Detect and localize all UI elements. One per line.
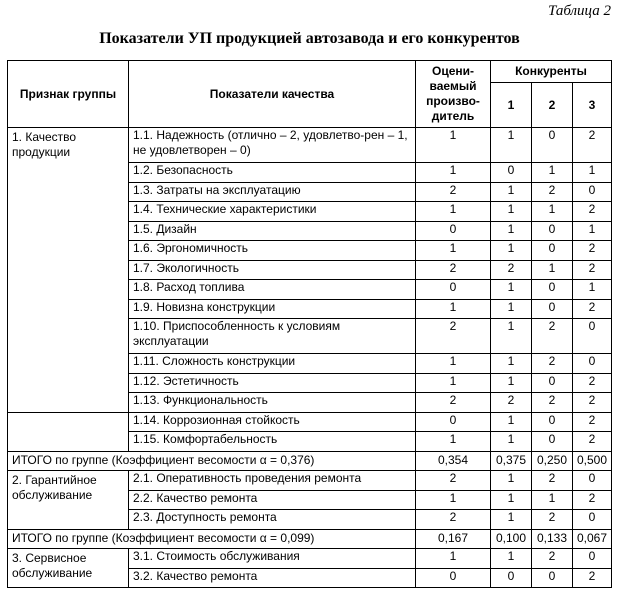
manufacturer-score: 0: [416, 280, 491, 300]
competitor-3-score: 0: [573, 510, 612, 530]
group-name: 3. Сервисное обслуживание: [8, 549, 129, 588]
competitor-1-total: 0,100: [491, 529, 532, 549]
indicator-label: 1.9. Новизна конструкции: [129, 299, 416, 319]
table-caption: Таблица 2: [548, 3, 611, 19]
indicator-label: 1.12. Эстетичность: [129, 373, 416, 393]
header-competitor-3: 3: [573, 83, 612, 128]
competitor-1-score: 1: [491, 412, 532, 432]
competitor-2-score: 1: [532, 490, 573, 510]
indicator-label: 1.4. Технические характеристики: [129, 202, 416, 222]
manufacturer-score: 1: [416, 299, 491, 319]
header-competitor-1: 1: [491, 83, 532, 128]
indicator-label: 3.2. Качество ремонта: [129, 568, 416, 588]
manufacturer-score: 1: [416, 549, 491, 569]
competitor-1-score: 1: [491, 354, 532, 374]
group-total-label: ИТОГО по группе (Коэффициент весомости α = 0,099): [8, 529, 416, 549]
competitor-2-score: 1: [532, 202, 573, 222]
competitor-1-score: 1: [491, 432, 532, 452]
competitor-2-total: 0,250: [532, 451, 573, 471]
manufacturer-score: 1: [416, 163, 491, 183]
table-row: [8, 412, 612, 432]
indicator-label: 1.14. Коррозионная стойкость: [129, 412, 416, 432]
competitor-3-score: 1: [573, 163, 612, 183]
quality-indicators-table: [7, 60, 612, 588]
competitor-1-score: 1: [491, 221, 532, 241]
indicator-label: 2.3. Доступность ремонта: [129, 510, 416, 530]
group-name: 2. Гарантийное обслуживание: [8, 471, 129, 530]
competitor-2-score: 2: [532, 354, 573, 374]
manufacturer-total: 0,354: [416, 451, 491, 471]
group-total-row: [8, 529, 612, 549]
competitor-3-score: 2: [573, 432, 612, 452]
competitor-2-score: 2: [532, 393, 573, 413]
competitor-3-score: 0: [573, 471, 612, 491]
indicator-label: 1.11. Сложность конструкции: [129, 354, 416, 374]
competitor-3-score: 2: [573, 128, 612, 163]
manufacturer-total: 0,167: [416, 529, 491, 549]
indicator-label: 1.2. Безопасность: [129, 163, 416, 183]
indicator-label: 2.2. Качество ремонта: [129, 490, 416, 510]
competitor-2-score: 0: [532, 568, 573, 588]
competitor-2-score: 0: [532, 373, 573, 393]
competitor-2-score: 0: [532, 432, 573, 452]
manufacturer-score: 2: [416, 510, 491, 530]
manufacturer-score: 0: [416, 412, 491, 432]
competitor-2-score: 0: [532, 299, 573, 319]
competitor-1-score: 1: [491, 319, 532, 354]
competitor-3-score: 2: [573, 568, 612, 588]
competitor-3-score: 0: [573, 549, 612, 569]
indicator-label: 1.8. Расход топлива: [129, 280, 416, 300]
competitor-2-score: 1: [532, 260, 573, 280]
competitor-2-score: 2: [532, 182, 573, 202]
competitor-3-score: 2: [573, 393, 612, 413]
competitor-1-score: 1: [491, 202, 532, 222]
header-manufacturer: Оцени-ваемый произво-дитель: [416, 61, 491, 128]
manufacturer-score: 0: [416, 568, 491, 588]
indicator-label: 1.6. Эргономичность: [129, 241, 416, 261]
indicator-label: 1.10. Приспособленность к условиям эксплуатации: [129, 319, 416, 354]
competitor-2-score: 0: [532, 241, 573, 261]
manufacturer-score: 2: [416, 393, 491, 413]
manufacturer-score: 2: [416, 471, 491, 491]
competitor-3-score: 2: [573, 299, 612, 319]
competitor-1-score: 1: [491, 280, 532, 300]
competitor-2-score: 0: [532, 221, 573, 241]
table-row: [8, 471, 612, 491]
indicator-label: 3.1. Стоимость обслуживания: [129, 549, 416, 569]
competitor-1-score: 1: [491, 373, 532, 393]
table-title: Показатели УП продукцией автозавода и его конкурентов: [99, 30, 520, 47]
indicator-label: 1.7. Экологичность: [129, 260, 416, 280]
competitor-2-score: 2: [532, 549, 573, 569]
indicator-label: 1.1. Надежность (отлично – 2, удовлетво-рен – 1, не удовлетворен – 0): [129, 128, 416, 163]
group-total-label: ИТОГО по группе (Коэффициент весомости α = 0,376): [8, 451, 416, 471]
group-name-continued: [8, 412, 129, 451]
manufacturer-score: 1: [416, 432, 491, 452]
table-row: [8, 549, 612, 569]
competitor-1-score: 1: [491, 471, 532, 491]
table-body: [8, 128, 612, 588]
competitor-2-score: 0: [532, 128, 573, 163]
competitor-2-score: 0: [532, 412, 573, 432]
competitor-1-score: 1: [491, 299, 532, 319]
competitor-3-score: 1: [573, 280, 612, 300]
competitor-2-score: 2: [532, 319, 573, 354]
competitor-3-score: 2: [573, 412, 612, 432]
manufacturer-score: 1: [416, 128, 491, 163]
manufacturer-score: 1: [416, 354, 491, 374]
competitor-1-score: 1: [491, 510, 532, 530]
competitor-3-score: 1: [573, 221, 612, 241]
competitor-1-score: 1: [491, 549, 532, 569]
manufacturer-score: 2: [416, 260, 491, 280]
manufacturer-score: 1: [416, 241, 491, 261]
competitor-3-score: 0: [573, 319, 612, 354]
indicator-label: 1.3. Затраты на эксплуатацию: [129, 182, 416, 202]
manufacturer-score: 0: [416, 221, 491, 241]
manufacturer-score: 1: [416, 373, 491, 393]
competitor-1-score: 2: [491, 260, 532, 280]
competitor-1-score: 1: [491, 128, 532, 163]
competitor-3-score: 2: [573, 241, 612, 261]
competitor-2-total: 0,133: [532, 529, 573, 549]
manufacturer-score: 2: [416, 319, 491, 354]
header-competitor-2: 2: [532, 83, 573, 128]
competitor-1-score: 1: [491, 241, 532, 261]
group-total-row: [8, 451, 612, 471]
competitor-3-score: 2: [573, 202, 612, 222]
competitor-3-total: 0,067: [573, 529, 612, 549]
competitor-2-score: 0: [532, 280, 573, 300]
competitor-2-score: 1: [532, 163, 573, 183]
competitor-3-score: 2: [573, 260, 612, 280]
competitor-1-score: 0: [491, 163, 532, 183]
competitor-3-score: 2: [573, 373, 612, 393]
competitor-2-score: 2: [532, 471, 573, 491]
competitor-1-score: 2: [491, 393, 532, 413]
indicator-label: 1.15. Комфортабельность: [129, 432, 416, 452]
manufacturer-score: 1: [416, 202, 491, 222]
indicator-label: 1.13. Функциональность: [129, 393, 416, 413]
competitor-1-total: 0,375: [491, 451, 532, 471]
header-group-sign: Признак группы: [8, 61, 129, 128]
competitor-3-score: 0: [573, 182, 612, 202]
competitor-3-total: 0,500: [573, 451, 612, 471]
indicator-label: 1.5. Дизайн: [129, 221, 416, 241]
table-row: [8, 128, 612, 163]
competitor-2-score: 2: [532, 510, 573, 530]
manufacturer-score: 1: [416, 490, 491, 510]
competitor-1-score: 1: [491, 490, 532, 510]
manufacturer-score: 2: [416, 182, 491, 202]
indicator-label: 2.1. Оперативность проведения ремонта: [129, 471, 416, 491]
header-quality: Показатели качества: [129, 61, 416, 128]
competitor-3-score: 0: [573, 354, 612, 374]
competitor-1-score: 0: [491, 568, 532, 588]
competitor-1-score: 1: [491, 182, 532, 202]
header-competitors: Конкуренты: [491, 61, 612, 83]
competitor-3-score: 2: [573, 490, 612, 510]
group-name: 1. Качество продукции: [8, 128, 129, 413]
